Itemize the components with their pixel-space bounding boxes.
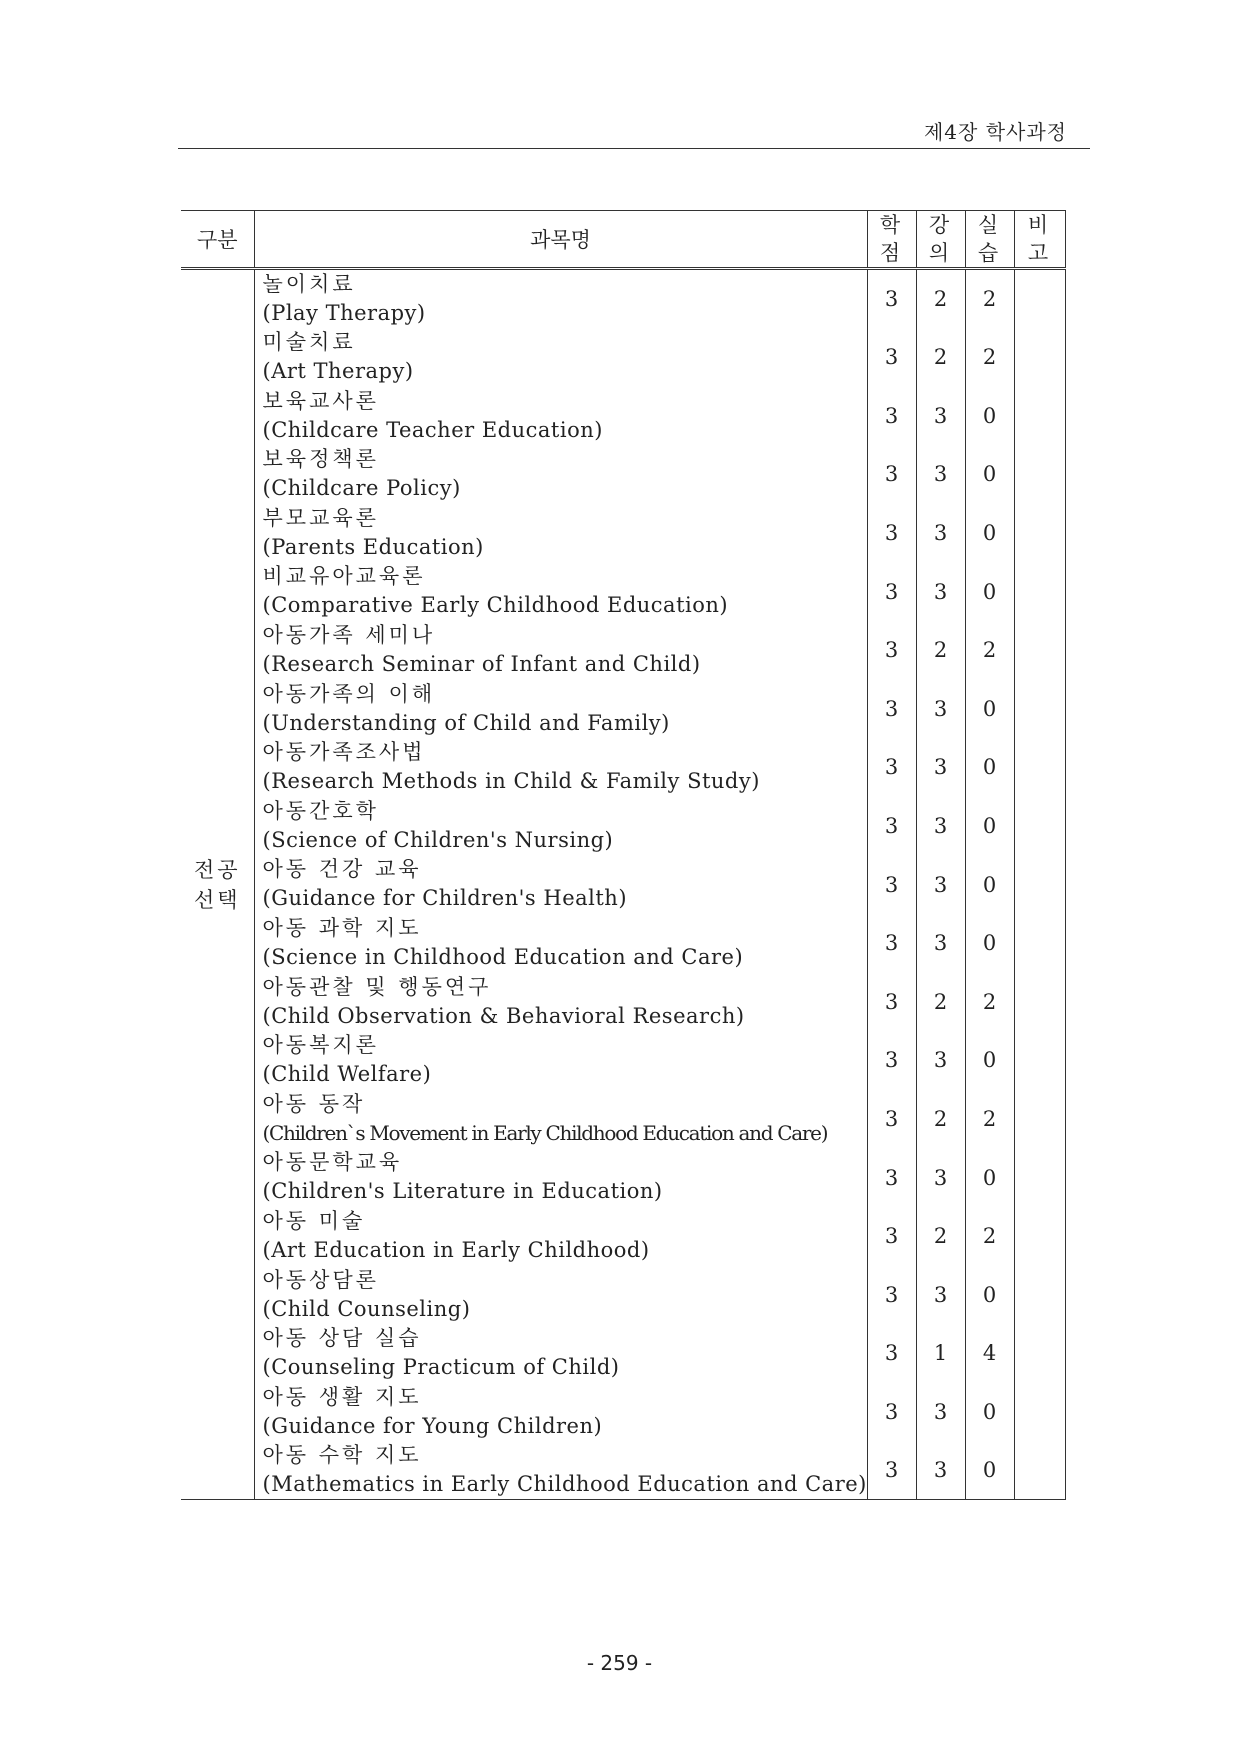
lecture-cell: 2 [916, 269, 965, 329]
course-name-english: (Mathematics in Early Childhood Education and Care) [262, 1472, 867, 1497]
course-name-cell [254, 1266, 867, 1325]
note-cell [1014, 1383, 1065, 1442]
practice-cell: 0 [965, 387, 1014, 446]
header-credits [867, 211, 916, 269]
lecture-cell: 1 [916, 1324, 965, 1383]
table-row [181, 1090, 1065, 1149]
page-number: - 259 - [586, 1651, 653, 1675]
course-name-korean: 아동복지론 [262, 1033, 379, 1058]
lecture-cell: 3 [916, 914, 965, 973]
practice-cell: 0 [965, 680, 1014, 739]
chapter-title: 제4장 학사과정 [923, 120, 1067, 144]
table-row [181, 445, 1065, 504]
course-name-english: (Childcare Policy) [262, 476, 461, 501]
practice-cell: 0 [965, 1383, 1014, 1442]
note-cell [1014, 328, 1065, 387]
practice-cell: 0 [965, 1031, 1014, 1090]
credits-cell: 3 [867, 973, 916, 1032]
course-name-korean: 아동 건강 교육 [262, 857, 422, 882]
course-name-cell [254, 1031, 867, 1090]
header-credits-line1: 학 [879, 213, 904, 237]
credits-cell: 3 [867, 1207, 916, 1266]
practice-cell: 0 [965, 738, 1014, 797]
practice-cell: 0 [965, 797, 1014, 856]
practice-cell: 2 [965, 973, 1014, 1032]
table-row [181, 269, 1065, 329]
course-name-korean: 보육교사론 [262, 388, 379, 413]
course-name-english: (Parents Education) [262, 534, 484, 559]
course-name-cell [254, 621, 867, 680]
practice-cell: 2 [965, 1207, 1014, 1266]
lecture-cell: 2 [916, 328, 965, 387]
practice-cell: 2 [965, 269, 1014, 329]
table-body [181, 269, 1065, 1500]
course-name-korean: 아동가족 세미나 [262, 622, 436, 647]
practice-cell: 2 [965, 1090, 1014, 1149]
table-row [181, 1148, 1065, 1207]
note-cell [1014, 914, 1065, 973]
lecture-cell: 2 [916, 973, 965, 1032]
header-rule [178, 148, 1090, 149]
credits-cell: 3 [867, 914, 916, 973]
lecture-cell: 3 [916, 387, 965, 446]
lecture-cell: 3 [916, 1148, 965, 1207]
course-name-english: (Art Education in Early Childhood) [262, 1237, 650, 1262]
table-row [181, 855, 1065, 914]
course-name-korean: 아동상담론 [262, 1267, 379, 1292]
course-name-english: (Guidance for Children's Health) [262, 886, 628, 911]
credits-cell: 3 [867, 1031, 916, 1090]
credits-cell: 3 [867, 797, 916, 856]
credits-cell: 3 [867, 328, 916, 387]
lecture-cell: 3 [916, 1383, 965, 1442]
credits-cell: 3 [867, 1148, 916, 1207]
course-name-cell [254, 973, 867, 1032]
header-note-line2: 고 [1027, 241, 1052, 265]
practice-cell: 0 [965, 1266, 1014, 1325]
note-cell [1014, 1324, 1065, 1383]
credits-cell: 3 [867, 855, 916, 914]
header-category: 구분 [181, 211, 254, 269]
course-name-cell [254, 855, 867, 914]
course-name-korean: 비교유아교육론 [262, 564, 426, 589]
category-cell [181, 269, 254, 1500]
course-name-cell [254, 445, 867, 504]
practice-cell: 4 [965, 1324, 1014, 1383]
credits-cell: 3 [867, 445, 916, 504]
practice-cell: 2 [965, 328, 1014, 387]
table-row [181, 1383, 1065, 1442]
course-name-english: (Guidance for Young Children) [262, 1413, 603, 1438]
credits-cell: 3 [867, 1324, 916, 1383]
lecture-cell: 2 [916, 1090, 965, 1149]
course-name-english: (Childcare Teacher Education) [262, 417, 603, 442]
course-name-cell [254, 328, 867, 387]
table-row [181, 1207, 1065, 1266]
credits-cell: 3 [867, 738, 916, 797]
note-cell [1014, 1441, 1065, 1500]
note-cell [1014, 621, 1065, 680]
note-cell [1014, 387, 1065, 446]
course-name-english: (Comparative Early Childhood Education) [262, 593, 729, 618]
credits-cell: 3 [867, 1441, 916, 1500]
course-name-korean: 아동 상담 실습 [262, 1326, 422, 1351]
table-header-row [181, 211, 1065, 269]
credits-cell: 3 [867, 504, 916, 563]
course-name-english: (Science of Children's Nursing) [262, 827, 614, 852]
credits-cell: 3 [867, 1090, 916, 1149]
practice-cell: 0 [965, 914, 1014, 973]
credits-cell: 3 [867, 562, 916, 621]
header-practice-line2: 습 [977, 241, 1002, 265]
header-lecture-line1: 강 [928, 213, 953, 237]
category-label-line: 선택 [193, 887, 241, 912]
course-name-korean: 아동 동작 [262, 1091, 366, 1116]
course-name-cell [254, 1148, 867, 1207]
course-name-korean: 미술치료 [262, 330, 356, 354]
course-name-cell [254, 1441, 867, 1500]
note-cell [1014, 797, 1065, 856]
course-name-korean: 놀이치료 [262, 272, 356, 296]
credits-cell: 3 [867, 387, 916, 446]
course-name-english: (Research Seminar of Infant and Child) [262, 651, 701, 676]
header-course-name: 과목명 [254, 211, 867, 269]
header-note [1014, 211, 1065, 269]
course-name-korean: 아동 생활 지도 [262, 1384, 422, 1409]
header-lecture-line2: 의 [928, 241, 953, 265]
category-label-line: 전공 [193, 857, 241, 882]
table-row [181, 1031, 1065, 1090]
table-row [181, 1324, 1065, 1383]
lecture-cell: 3 [916, 504, 965, 563]
table-row [181, 738, 1065, 797]
course-name-cell [254, 1324, 867, 1383]
practice-cell: 0 [965, 855, 1014, 914]
course-name-english: (Research Methods in Child & Family Study) [262, 769, 760, 794]
table-row [181, 973, 1065, 1032]
course-name-korean: 아동 미술 [262, 1208, 366, 1233]
course-name-english: (Child Observation & Behavioral Research) [262, 1003, 745, 1028]
lecture-cell: 2 [916, 621, 965, 680]
course-name-cell [254, 738, 867, 797]
course-name-english: (Science in Childhood Education and Care) [262, 944, 744, 969]
header-note-line1: 비 [1027, 213, 1052, 237]
note-cell [1014, 680, 1065, 739]
course-name-english: (Child Welfare) [262, 1062, 432, 1087]
practice-cell: 0 [965, 504, 1014, 563]
course-name-korean: 아동관찰 및 행동연구 [262, 974, 492, 999]
table-row [181, 387, 1065, 446]
table-row [181, 680, 1065, 739]
table-row [181, 504, 1065, 563]
practice-cell: 0 [965, 1441, 1014, 1500]
lecture-cell: 3 [916, 1031, 965, 1090]
course-name-korean: 아동간호학 [262, 798, 379, 823]
course-name-english: (Children`s Movement in Early Childhood Education and Care) [262, 1120, 828, 1145]
note-cell [1014, 1031, 1065, 1090]
credits-cell: 3 [867, 1266, 916, 1325]
course-name-korean: 아동문학교육 [262, 1150, 403, 1175]
note-cell [1014, 445, 1065, 504]
course-name-english: (Counseling Practicum of Child) [262, 1355, 620, 1380]
note-cell [1014, 738, 1065, 797]
header-practice [965, 211, 1014, 269]
note-cell [1014, 269, 1065, 329]
practice-cell: 0 [965, 445, 1014, 504]
course-name-korean: 아동 과학 지도 [262, 915, 422, 940]
table-row [181, 797, 1065, 856]
table-row [181, 1266, 1065, 1325]
table-row [181, 621, 1065, 680]
course-name-cell [254, 1383, 867, 1442]
note-cell [1014, 562, 1065, 621]
header-practice-line1: 실 [977, 213, 1002, 237]
credits-cell: 3 [867, 621, 916, 680]
table-row [181, 1441, 1065, 1500]
header-lecture [916, 211, 965, 269]
note-cell [1014, 504, 1065, 563]
table-row [181, 328, 1065, 387]
lecture-cell: 3 [916, 1441, 965, 1500]
lecture-cell: 3 [916, 1266, 965, 1325]
course-name-cell [254, 1207, 867, 1266]
course-name-cell [254, 680, 867, 739]
course-name-cell [254, 1090, 867, 1149]
lecture-cell: 3 [916, 738, 965, 797]
note-cell [1014, 973, 1065, 1032]
credits-cell: 3 [867, 680, 916, 739]
table-row [181, 914, 1065, 973]
lecture-cell: 3 [916, 797, 965, 856]
practice-cell: 2 [965, 621, 1014, 680]
lecture-cell: 3 [916, 680, 965, 739]
note-cell [1014, 1148, 1065, 1207]
header-credits-line2: 점 [879, 241, 904, 265]
course-name-cell [254, 387, 867, 446]
course-name-english: (Child Counseling) [262, 1296, 471, 1321]
note-cell [1014, 1207, 1065, 1266]
credits-cell: 3 [867, 269, 916, 329]
course-name-cell [254, 797, 867, 856]
course-name-english: (Art Therapy) [262, 359, 414, 383]
credits-cell: 3 [867, 1383, 916, 1442]
course-name-korean: 아동가족조사법 [262, 740, 426, 765]
note-cell [1014, 855, 1065, 914]
course-table [181, 210, 1066, 1500]
course-name-cell [254, 269, 867, 329]
course-name-korean: 아동 수학 지도 [262, 1443, 422, 1468]
lecture-cell: 3 [916, 562, 965, 621]
course-name-english: (Children's Literature in Education) [262, 1179, 663, 1204]
note-cell [1014, 1090, 1065, 1149]
lecture-cell: 3 [916, 855, 965, 914]
lecture-cell: 2 [916, 1207, 965, 1266]
course-name-english: (Understanding of Child and Family) [262, 710, 670, 735]
lecture-cell: 3 [916, 445, 965, 504]
course-name-korean: 부모교육론 [262, 505, 379, 530]
note-cell [1014, 1266, 1065, 1325]
course-name-korean: 보육정책론 [262, 447, 379, 472]
practice-cell: 0 [965, 1148, 1014, 1207]
course-name-cell [254, 504, 867, 563]
course-name-korean: 아동가족의 이해 [262, 681, 436, 706]
course-name-cell [254, 562, 867, 621]
course-name-english: (Play Therapy) [262, 301, 426, 325]
practice-cell: 0 [965, 562, 1014, 621]
table-row [181, 562, 1065, 621]
course-name-cell [254, 914, 867, 973]
